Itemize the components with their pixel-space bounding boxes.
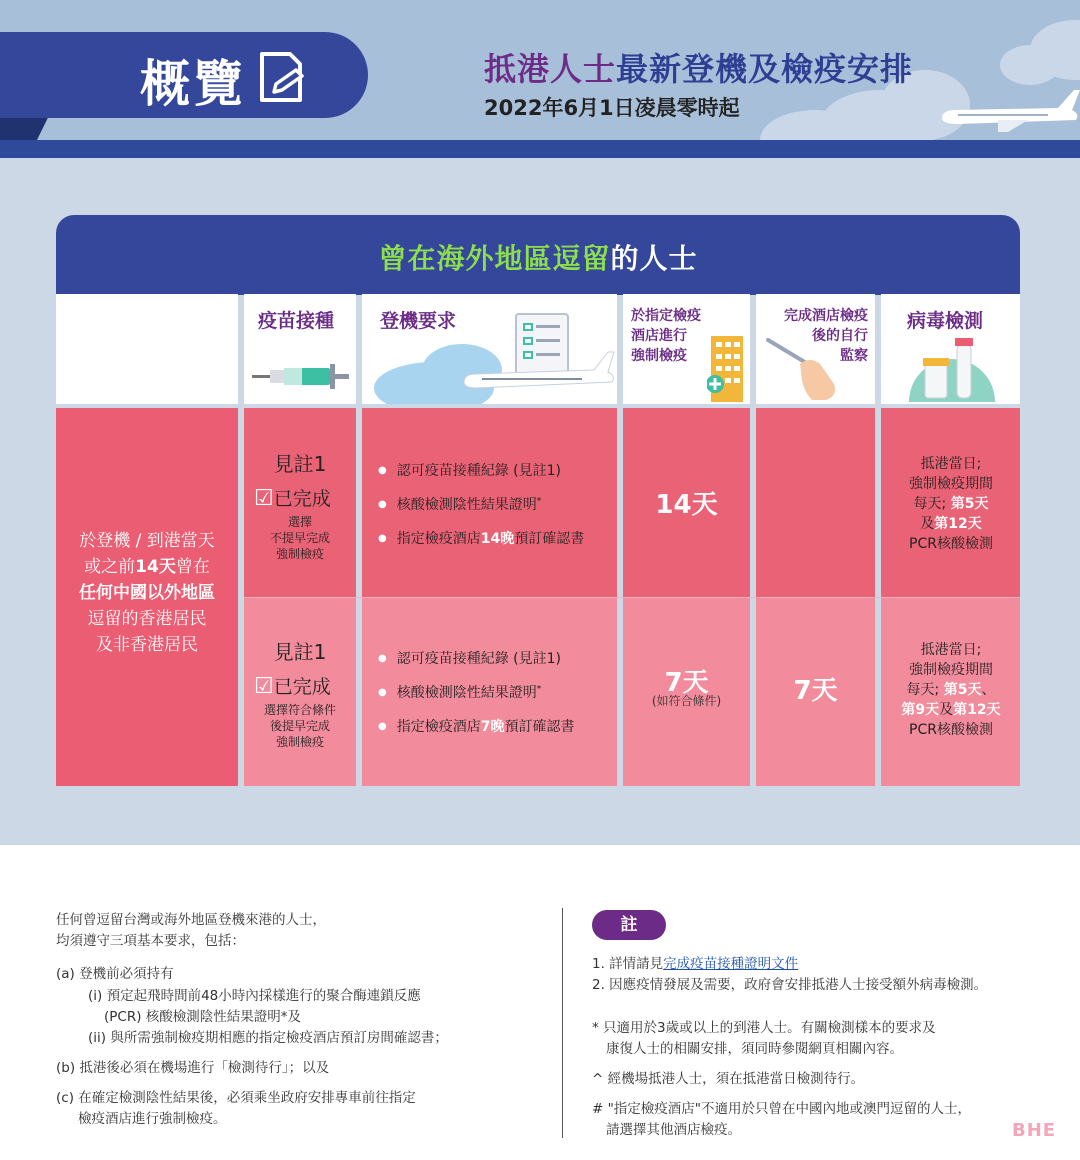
vaccination-option-line: 選擇符合條件 xyxy=(263,703,336,717)
header-empty-cell xyxy=(56,294,238,404)
requirement-subitem: (PCR) 核酸檢測陰性結果證明*及 xyxy=(104,1009,302,1025)
note-item xyxy=(592,954,798,975)
column-divider xyxy=(562,908,563,1138)
testing-line xyxy=(881,700,1021,720)
vaccination-status-label: 已完成 xyxy=(273,676,331,698)
testing-line: 抵港當日; xyxy=(920,642,982,658)
column-label-line: 於指定檢疫 xyxy=(631,308,701,324)
boarding-requirement: ● 認可疫苗接種紀錄 (見註1) xyxy=(378,648,561,668)
requirement-item: (c) 在確定檢測陰性結果後，必須乘坐政府安排專車前往指定 xyxy=(56,1090,416,1106)
column-header-self-monitoring xyxy=(756,294,875,404)
self-monitoring-days: 7天 xyxy=(793,676,838,706)
boarding-requirement xyxy=(378,528,584,548)
document-icon xyxy=(256,50,308,106)
airplane-icon xyxy=(938,84,1080,134)
table-title-highlight: 曾在海外地區逗留 xyxy=(378,242,611,275)
notes-label: 註 xyxy=(592,910,666,940)
testing-line: 抵港當日; xyxy=(920,456,982,472)
row1-testing-cell xyxy=(881,408,1020,598)
row-label-line: 及非香港居民 xyxy=(96,635,198,655)
hotel-building-icon xyxy=(707,332,747,402)
row2-self-monitoring-cell xyxy=(756,598,875,786)
row2-vaccination-cell xyxy=(244,598,356,786)
table-title xyxy=(56,237,1020,277)
header-strip xyxy=(0,140,1080,158)
testing-highlight: 第12天 xyxy=(934,516,982,532)
row-label-highlight: 任何中國以外地區 xyxy=(79,583,215,603)
vaccination-option-line: 選擇 xyxy=(287,515,312,529)
row1-self-monitoring-cell xyxy=(756,408,875,598)
hotel-condition: (如符合條件) xyxy=(651,694,722,708)
vaccination-option-line: 不提早完成 xyxy=(269,531,330,545)
row2-boarding-cell xyxy=(362,598,617,786)
table-title-bar xyxy=(56,215,1020,295)
column-label: 病毒檢測 xyxy=(907,310,984,332)
column-header-boarding xyxy=(362,294,617,404)
column-label-line: 監察 xyxy=(840,348,868,364)
testing-text: 及 xyxy=(920,516,935,532)
section-title: 概覽 xyxy=(140,55,246,113)
column-header-hotel-quarantine xyxy=(623,294,750,404)
hotel-quarantine-days: 14天 xyxy=(655,490,718,520)
testing-schedule xyxy=(881,454,1021,554)
table-title-rest: 的人士 xyxy=(610,242,698,275)
boarding-requirement xyxy=(378,716,574,736)
thermometer-hand-icon xyxy=(764,334,844,402)
requirement-text: 核酸檢測陰性結果證明 xyxy=(396,685,537,701)
note-hash: # "指定檢疫酒店"不適用於只曾在中國內地或澳門逗留的人士， xyxy=(592,1101,972,1117)
boarding-requirement xyxy=(378,494,541,514)
vaccination-status-label: 已完成 xyxy=(273,488,331,510)
column-label-line: 後的自行 xyxy=(812,328,868,344)
testing-text: 每天; xyxy=(913,496,951,512)
note-star: 康復人士的相關安排，須同時參閱網頁相關內容。 xyxy=(606,1041,903,1057)
headline-blue: 最新登機及檢疫安排 xyxy=(616,50,914,88)
requirement-text: 指定檢疫酒店 xyxy=(396,719,481,735)
note-text: 1. 詳情請見 xyxy=(592,956,664,972)
requirement-text: 指定檢疫酒店 xyxy=(396,531,481,547)
requirement-highlight: 14晚 xyxy=(480,531,515,547)
header-banner xyxy=(0,0,1080,158)
effective-date: 2022年6月1日凌晨零時起 xyxy=(484,96,740,120)
vaccination-status xyxy=(254,672,354,699)
testing-line: 強制檢疫期間 xyxy=(909,662,993,678)
cloud-decoration xyxy=(1000,45,1060,85)
column-label-line: 酒店進行 xyxy=(631,328,687,344)
vaccination-note-ref: 見註1 xyxy=(273,640,327,664)
note-hash: 請選擇其他酒店檢疫。 xyxy=(606,1122,741,1138)
syringe-icon xyxy=(252,360,352,394)
row-label-text xyxy=(56,528,238,658)
row-label-line: 逗留的香港居民 xyxy=(87,609,207,629)
testing-schedule xyxy=(881,640,1021,740)
row-label-highlight: 14天 xyxy=(135,557,176,577)
requirement-highlight: 7晚 xyxy=(480,719,505,735)
vaccination-option-line: 強制檢疫 xyxy=(275,735,324,749)
requirement-text: 預訂確認書 xyxy=(514,531,585,547)
note-star: * 只適用於3歲或以上的到港人士。有關檢測樣本的要求及 xyxy=(592,1020,936,1036)
test-tube-icon xyxy=(907,336,997,402)
testing-highlight: 第5天 xyxy=(950,496,989,512)
vaccination-option-line: 後提早完成 xyxy=(269,719,330,733)
vaccination-option xyxy=(244,514,356,562)
requirement-item: (a) 登機前必須持有 xyxy=(56,966,174,982)
vaccination-option xyxy=(244,702,356,750)
column-label-line: 完成酒店檢疫 xyxy=(784,308,868,324)
vaccination-option-line: 強制檢疫 xyxy=(275,547,324,561)
requirement-subitem: (ii) 與所需強制檢疫期相應的指定檢疫酒店預訂房間確認書； xyxy=(88,1030,448,1046)
boarding-requirement xyxy=(378,682,541,702)
row-label-segment: 或之前 xyxy=(84,557,136,577)
boarding-requirement: ● 認可疫苗接種紀錄 (見註1) xyxy=(378,460,561,480)
footnote-mark: * xyxy=(536,684,542,695)
requirements-intro: 均須遵守三項基本要求，包括： xyxy=(56,933,245,949)
requirement-item: 檢疫酒店進行強制檢疫。 xyxy=(78,1111,227,1127)
row-label-line: 於登機 / 到港當天 xyxy=(79,531,215,551)
vaccination-proof-link[interactable]: 完成疫苗接種證明文件 xyxy=(663,956,799,972)
testing-line: PCR核酸檢測 xyxy=(909,722,993,738)
vaccination-status xyxy=(254,484,354,511)
column-label-line: 強制檢疫 xyxy=(631,348,687,364)
requirement-text: 核酸檢測陰性結果證明 xyxy=(396,497,537,513)
note-item: 2. 因應疫情發展及需要，政府會安排抵港人士接受額外病毒檢測。 xyxy=(592,977,988,993)
testing-line xyxy=(881,494,1021,514)
row2-testing-cell xyxy=(881,598,1020,786)
requirement-item: (b) 抵港後必須在機場進行「檢測待行」；以及 xyxy=(56,1060,330,1076)
testing-text: 、 xyxy=(981,682,996,698)
column-label xyxy=(631,306,701,366)
column-label: 疫苗接種 xyxy=(258,310,335,332)
testing-line: 強制檢疫期間 xyxy=(909,476,993,492)
footnote-mark: * xyxy=(536,496,542,507)
testing-text: 每天; xyxy=(906,682,944,698)
testing-highlight: 第9天 xyxy=(901,702,940,718)
row1-boarding-cell xyxy=(362,408,617,598)
row1-vaccination-cell xyxy=(244,408,356,598)
row-label-line xyxy=(56,554,238,580)
testing-highlight: 第5天 xyxy=(943,682,982,698)
testing-text: 及 xyxy=(939,702,954,718)
row2-hotel-cell xyxy=(623,598,750,786)
requirements-intro: 任何曾逗留台灣或海外地區登機來港的人士， xyxy=(56,912,326,928)
boarding-illustration xyxy=(372,308,617,404)
checkbox-check-icon: ☑ xyxy=(254,674,274,699)
row1-hotel-cell xyxy=(623,408,750,598)
column-header-virus-testing xyxy=(881,294,1020,404)
testing-line xyxy=(881,514,1021,534)
watermark: BHE xyxy=(1012,1120,1057,1141)
testing-line xyxy=(881,680,1021,700)
column-header-vaccination xyxy=(244,294,356,404)
row-label-cell xyxy=(56,408,238,786)
note-caret: ^ 經機場抵港人士，須在抵港當日檢測待行。 xyxy=(592,1071,865,1087)
checkbox-check-icon: ☑ xyxy=(254,486,274,511)
vaccination-note-ref: 見註1 xyxy=(273,452,327,476)
headline-purple: 抵港人士 xyxy=(484,50,617,88)
headline xyxy=(484,44,913,90)
row-label-segment: 曾在 xyxy=(175,557,210,577)
column-label: 登機要求 xyxy=(380,310,457,332)
hotel-quarantine-days: 7天 xyxy=(664,668,709,698)
requirement-text: 預訂確認書 xyxy=(504,719,575,735)
requirement-subitem: (i) 預定起飛時間前48小時內採樣進行的聚合酶連鎖反應 xyxy=(88,988,421,1004)
testing-highlight: 第12天 xyxy=(953,702,1001,718)
testing-line: PCR核酸檢測 xyxy=(909,536,993,552)
